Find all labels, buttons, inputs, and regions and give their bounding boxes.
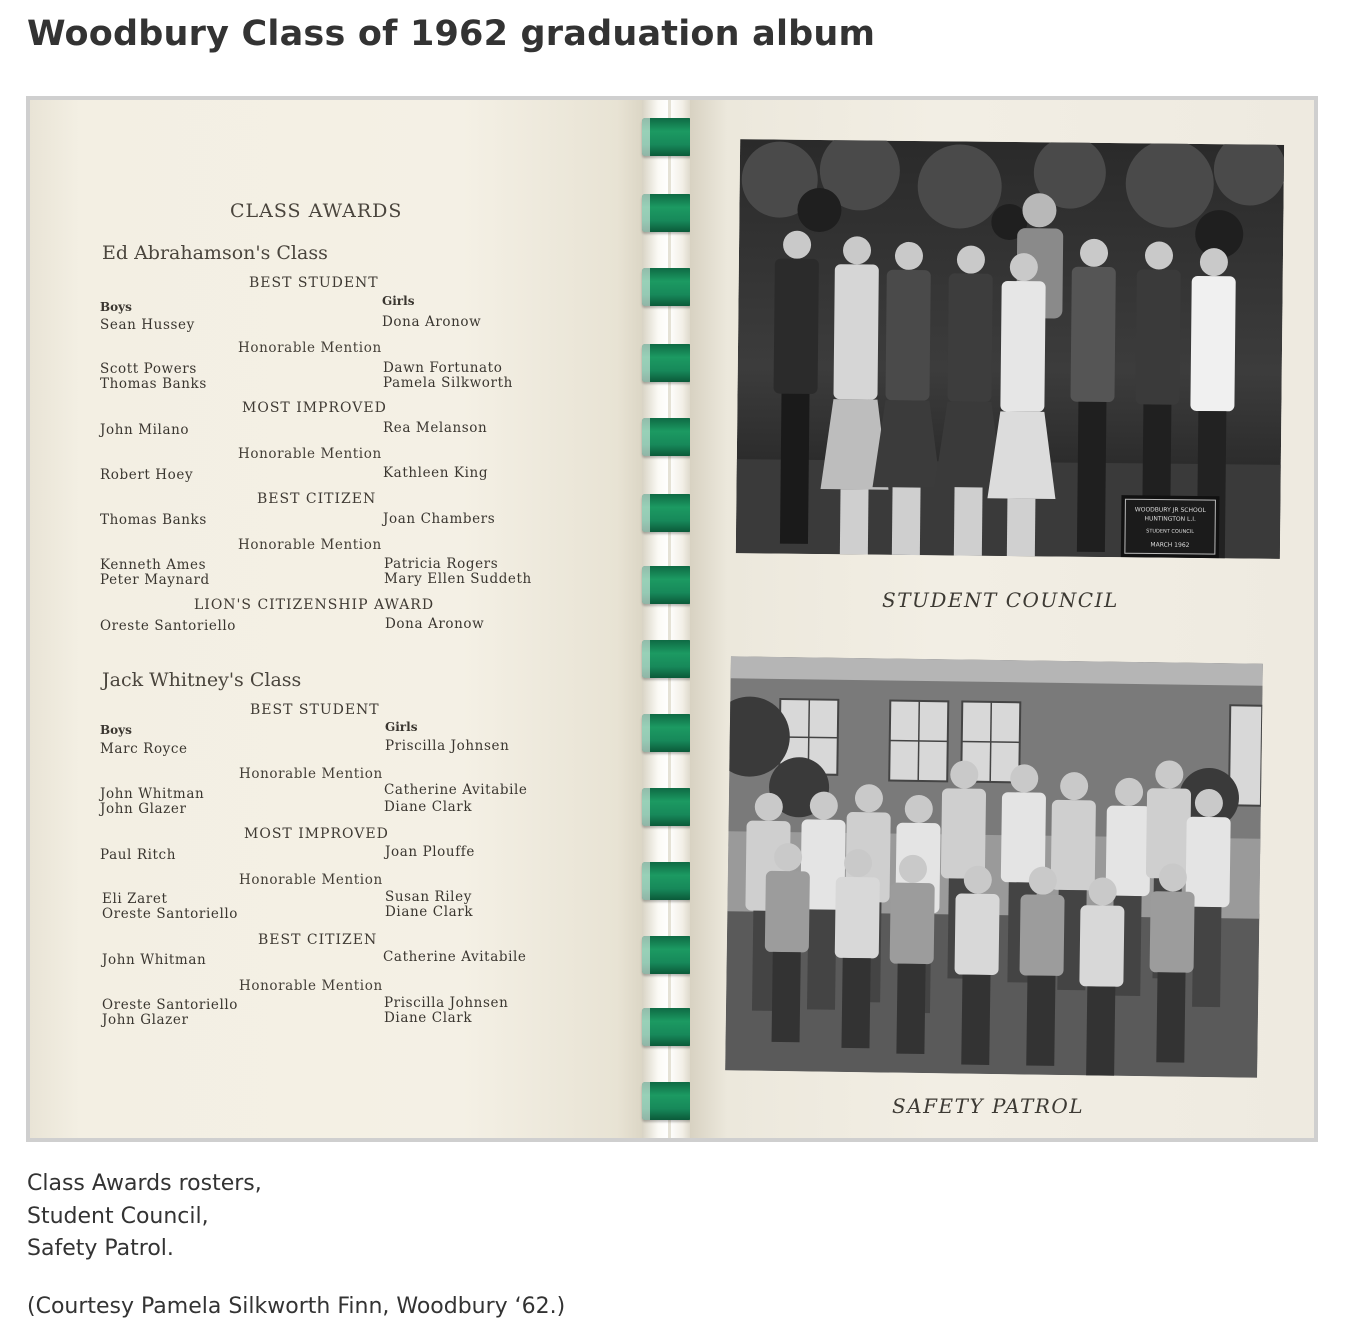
honorable-mention-label: Honorable Mention: [238, 340, 382, 356]
sign-line: MARCH 1962: [1150, 541, 1190, 549]
girl-winner: Rea Melanson: [383, 420, 488, 436]
boy-winner: John Milano: [100, 422, 190, 438]
caption-line: Student Council,: [27, 1204, 209, 1229]
boy-winner: Marc Royce: [100, 741, 188, 757]
honorable-mention-label: Honorable Mention: [239, 766, 383, 782]
binding-spine: [668, 100, 671, 1138]
binding-coil: [642, 268, 692, 306]
award-heading: BEST STUDENT: [250, 702, 380, 718]
girl-winner: Dona Aronow: [382, 314, 482, 330]
award-heading: BEST CITIZEN: [258, 932, 378, 948]
caption-line: Safety Patrol.: [27, 1236, 174, 1261]
girl-winner: Priscilla Johnsen: [385, 738, 510, 754]
girl-mention: Kathleen King: [383, 465, 489, 481]
boy-mention: Thomas Banks: [100, 376, 207, 392]
binding-coil: [642, 1082, 692, 1120]
girl-mention: Pamela Silkworth: [383, 375, 513, 391]
boy-winner: Paul Ritch: [100, 847, 176, 863]
honorable-mention-label: Honorable Mention: [238, 537, 382, 553]
binding-coil: [642, 714, 692, 752]
boy-winner: Sean Hussey: [100, 317, 195, 333]
class-name: Ed Abrahamson's Class: [102, 242, 328, 264]
boy-mention: Scott Powers: [100, 361, 197, 377]
boy-winner: John Whitman: [102, 952, 207, 968]
girl-winner: Dona Aronow: [385, 616, 485, 632]
award-heading: BEST CITIZEN: [257, 491, 377, 507]
binding-coil: [642, 418, 692, 456]
boys-column-label: Boys: [100, 300, 132, 314]
award-heading: MOST IMPROVED: [242, 400, 387, 416]
binding-coil: [642, 1008, 692, 1046]
girl-mention: Diane Clark: [384, 1010, 473, 1026]
girl-mention: Patricia Rogers: [384, 556, 499, 572]
binding-coil: [642, 118, 692, 156]
honorable-mention-label: Honorable Mention: [239, 872, 383, 888]
sign-line: STUDENT COUNCIL: [1146, 528, 1195, 535]
safety-patrol-photo: [725, 656, 1263, 1077]
binding-coil: [642, 936, 692, 974]
page-title: Woodbury Class of 1962 graduation album: [27, 14, 876, 54]
photo-credit: (Courtesy Pamela Silkworth Finn, Woodbury ‘62.): [27, 1294, 566, 1319]
boy-mention: Peter Maynard: [100, 572, 210, 588]
girl-winner: Joan Chambers: [383, 511, 496, 527]
award-heading: LION'S CITIZENSHIP AWARD: [194, 597, 435, 613]
girl-mention: Susan Riley: [385, 889, 472, 905]
album-photo: [26, 96, 1318, 1142]
boy-mention: Robert Hoey: [100, 467, 194, 483]
boy-mention: Oreste Santoriello: [102, 997, 239, 1013]
awards-title: CLASS AWARDS: [230, 200, 403, 222]
honorable-mention-label: Honorable Mention: [239, 978, 383, 994]
honorable-mention-label: Honorable Mention: [238, 446, 382, 462]
safety-patrol-caption: SAFETY PATROL: [892, 1094, 1085, 1118]
girl-mention: Diane Clark: [385, 904, 474, 920]
binding-coil: [642, 862, 692, 900]
caption-line: Class Awards rosters,: [27, 1171, 262, 1196]
boy-mention: John Glazer: [102, 1012, 189, 1028]
sign-line: WOODBURY JR SCHOOL: [1134, 506, 1206, 515]
boy-mention: John Glazer: [100, 801, 187, 817]
binding-coil: [642, 344, 692, 382]
binding-coil: [642, 788, 692, 826]
binding-coil: [642, 494, 692, 532]
boy-mention: Oreste Santoriello: [102, 906, 239, 922]
binding-coil: [642, 194, 692, 232]
boy-winner: Thomas Banks: [100, 512, 207, 528]
boys-column-label: Boys: [100, 723, 132, 737]
student-council-photo: [736, 139, 1284, 559]
boy-mention: John Whitman: [100, 786, 205, 802]
girl-winner: Catherine Avitabile: [383, 949, 527, 965]
class-name: Jack Whitney's Class: [102, 669, 302, 691]
girl-mention: Diane Clark: [384, 799, 473, 815]
boy-mention: Eli Zaret: [102, 891, 168, 907]
boy-winner: Oreste Santoriello: [100, 618, 237, 634]
girl-mention: Mary Ellen Suddeth: [384, 571, 532, 587]
boy-mention: Kenneth Ames: [100, 557, 207, 573]
award-heading: MOST IMPROVED: [244, 826, 389, 842]
girl-mention: Priscilla Johnsen: [384, 995, 509, 1011]
left-page-class-awards: [30, 100, 648, 1138]
binding-coil: [642, 566, 692, 604]
student-council-caption: STUDENT COUNCIL: [882, 588, 1119, 612]
binding-coil: [642, 640, 692, 678]
girls-column-label: Girls: [385, 720, 418, 734]
girl-mention: Dawn Fortunato: [383, 360, 503, 376]
sign-line: HUNTINGTON L.I.: [1144, 515, 1196, 523]
girls-column-label: Girls: [382, 294, 415, 308]
girl-winner: Joan Plouffe: [385, 844, 475, 860]
award-heading: BEST STUDENT: [249, 275, 379, 291]
girl-mention: Catherine Avitabile: [384, 782, 528, 798]
